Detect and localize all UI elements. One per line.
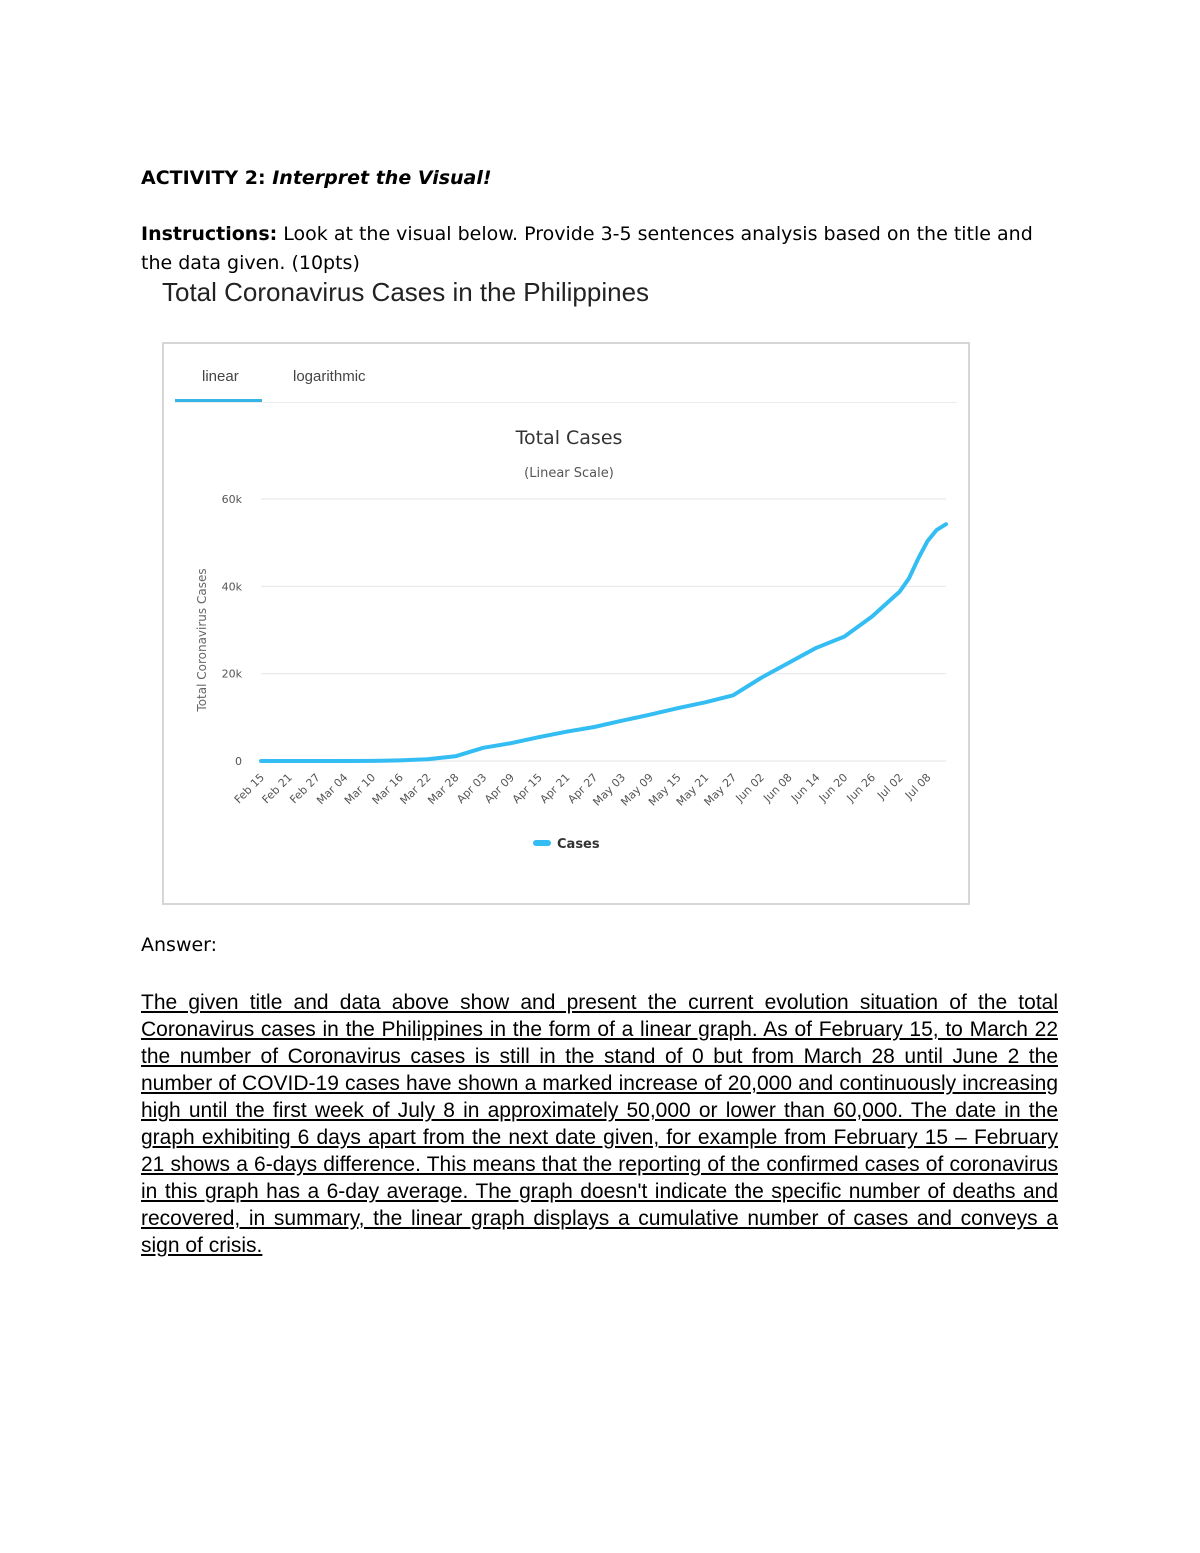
activity-label: ACTIVITY 2:: [141, 167, 266, 189]
x-tick-label: Apr 09: [482, 770, 518, 806]
x-tick-label: Apr 03: [454, 770, 490, 806]
x-tick-label: May 27: [701, 770, 740, 809]
x-tick-label: Feb 15: [231, 770, 268, 807]
x-tick-label: May 21: [673, 770, 712, 809]
x-tick-label: Jul 08: [902, 770, 934, 802]
x-tick-label: Apr 15: [509, 770, 545, 806]
x-tick-label: May 15: [646, 770, 684, 809]
x-tick-label: Apr 21: [537, 770, 573, 806]
legend-label: Cases: [557, 837, 600, 852]
y-tick-label: 20k: [221, 667, 242, 681]
y-tick-label: 60k: [221, 493, 242, 506]
x-tick-label: Feb 27: [287, 770, 323, 807]
tab-logarithmic[interactable]: logarithmic: [293, 368, 366, 385]
x-tick-label: Jun 14: [788, 770, 823, 805]
x-tick-label: Feb 21: [259, 770, 295, 807]
instructions-paragraph: [141, 220, 1061, 278]
instructions-label: Instructions:: [141, 223, 278, 245]
x-tick-label: May 09: [618, 770, 656, 809]
series-line-cases: [261, 524, 946, 761]
chart-title: Total Cases: [515, 427, 623, 449]
x-tick-label: Jun 26: [844, 770, 879, 805]
y-axis-title: Total Coronavirus Cases: [195, 568, 209, 712]
x-tick-label: Mar 28: [425, 770, 462, 808]
chart-subtitle: (Linear Scale): [524, 466, 614, 481]
y-tick-label: 40k: [221, 580, 242, 594]
tab-linear[interactable]: linear: [202, 368, 239, 385]
x-tick-label: Jun 08: [761, 770, 795, 805]
x-tick-label: Jun 02: [733, 770, 767, 805]
cases-chart: [164, 344, 968, 903]
chart-panel: [162, 342, 970, 905]
answer-text: The given title and data above show and present the current evolution situation of the total Coronavirus cases in the Philippines in the form of a linear graph. As of February 15, to March 22 the number of Coronavirus cases is still in the stand of 0 but from March 28 until June 2 the number of COVID-19 cases have shown a marked increase of 20,000 and continuously increasing high until the first week of July 8 in approximately 50,000 or lower than 60,000. The date in the graph exhibiting 6 days apart from the next date given, for example from February 15 – February 21 shows a 6-days difference. This means that the reporting of the confirmed cases of coronavirus in this graph has a 6-day average. The graph doesn't indicate the specific number of deaths and recovered, in summary, the linear graph displays a cumulative number of cases and conveys a sign of crisis.: [141, 991, 1058, 1257]
activity-subtitle: Interpret the Visual!: [272, 167, 492, 189]
y-tick-label: 0: [235, 755, 242, 768]
x-tick-label: Mar 22: [397, 770, 434, 808]
x-tick-label: Apr 27: [565, 770, 601, 806]
x-tick-label: Mar 10: [341, 770, 379, 808]
x-tick-label: Jul 02: [874, 770, 906, 802]
x-tick-label: May 03: [590, 770, 629, 809]
answer-label: Answer:: [141, 934, 218, 956]
x-tick-label: Mar 16: [369, 770, 406, 808]
figure-title: Total Coronavirus Cases in the Philippines: [162, 277, 650, 307]
x-tick-label: Mar 04: [314, 770, 351, 808]
activity-heading: [141, 167, 492, 189]
instructions-text: Look at the visual below. Provide 3-5 sentences analysis based on the title and the data given. (10pts): [141, 223, 1033, 274]
x-tick-label: Jun 20: [816, 770, 851, 805]
